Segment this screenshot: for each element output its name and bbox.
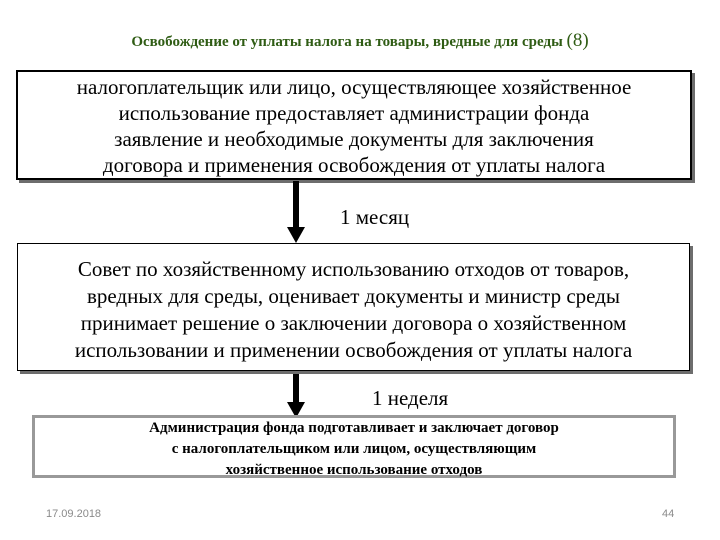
slide-title-text: Освобождение от уплаты налога на товары, вредные для среды	[131, 34, 563, 50]
arrow-down-icon	[287, 374, 305, 418]
step-3-box	[32, 415, 676, 478]
step-1-line: налогоплательщик или лицо, осуществляющее хозяйственное	[76, 75, 632, 99]
step-2-line: Совет по хозяйственному использованию отходов от товаров,	[77, 257, 630, 281]
footer-date: 17.09.2018	[46, 508, 102, 520]
transition-label-week: 1 неделя	[372, 386, 449, 410]
step-1-line: заявление и необходимые документы для заключения	[114, 127, 594, 151]
slide-title	[0, 30, 720, 52]
step-1-line: использование предоставляет администрации фонда	[118, 101, 590, 125]
step-3-line: с налогоплательщиком или лицом, осуществляющим	[171, 441, 537, 457]
step-3-line: Администрация фонда подготавливает и заключает договор	[149, 420, 559, 436]
step-3-line: хозяйственное использование отходов	[225, 462, 483, 478]
step-2-line: принимает решение о заключении договора о хозяйственном	[80, 311, 627, 335]
arrow-down-icon	[287, 181, 305, 243]
step-2-box	[17, 243, 690, 371]
footer-page-number: 44	[662, 508, 675, 520]
transition-label-month: 1 месяц	[340, 205, 410, 229]
step-1-box	[16, 70, 692, 180]
step-2-line: вредных для среды, оценивает документы и министр среды	[86, 284, 621, 308]
step-1-line: договора и применения освобождения от уплаты налога	[102, 153, 606, 177]
slide-title-number: (8)	[566, 30, 589, 51]
step-2-line: использовании и применении освобождения от уплаты налога	[74, 338, 633, 362]
